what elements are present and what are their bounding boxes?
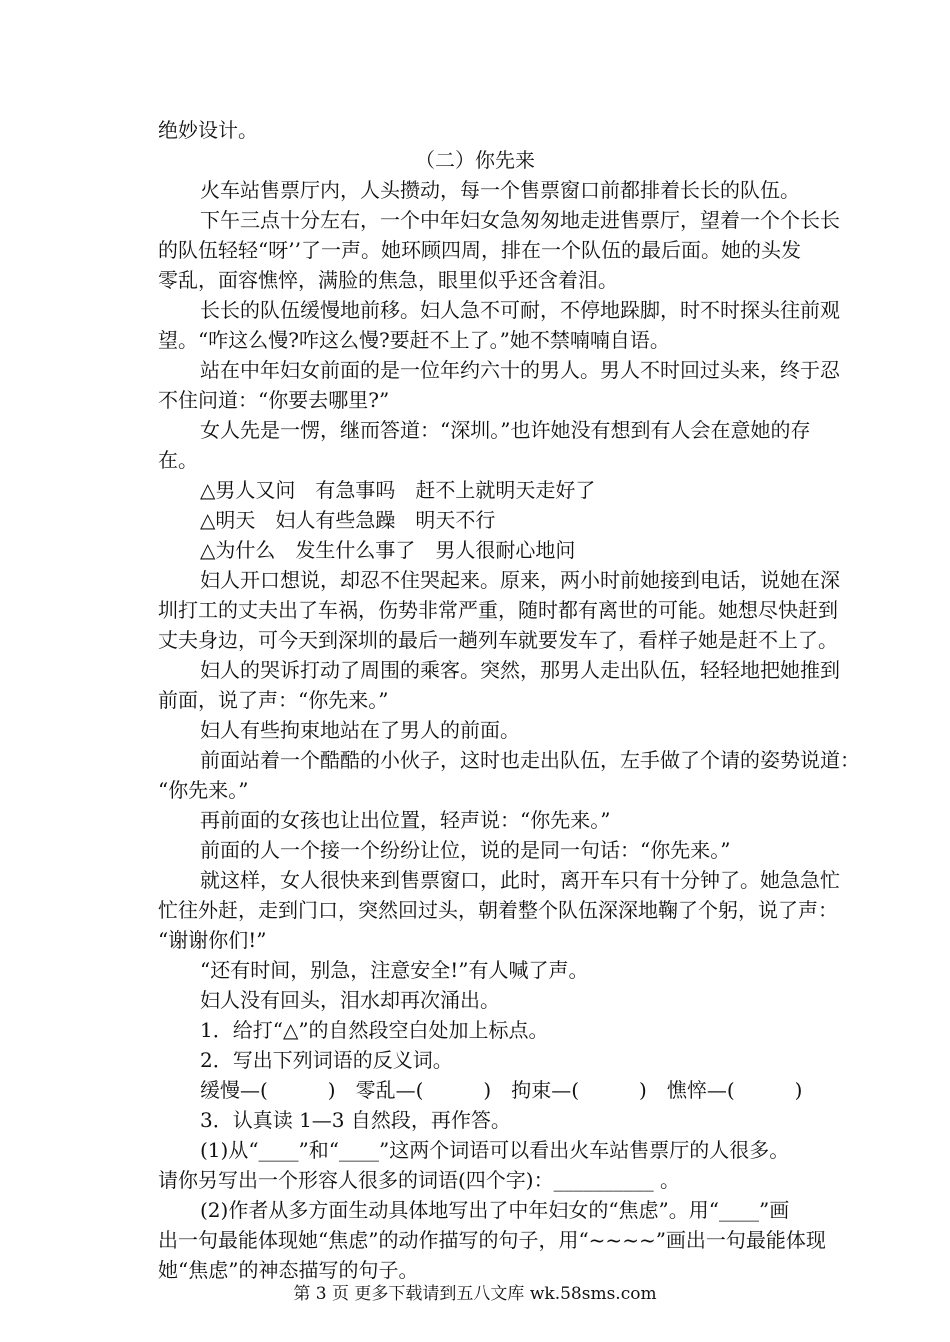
paragraph-line: 妇人有些拘束地站在了男人的前面。 — [200, 718, 520, 742]
paragraph-line: 的队伍轻轻“呀’’了一声。她环顾四周，排在一个队伍的最后面。她的头发 — [158, 238, 801, 262]
question-3-1: (1)从“____”和“____”这两个词语可以看出火车站售票厅的人很多。 — [200, 1138, 790, 1162]
question-3-2-cont: 出一句最能体现她“焦虑”的动作描写的句子，用“~~~~”画出一句最能体现 — [158, 1228, 826, 1252]
paragraph-line: 在。 — [158, 448, 198, 472]
paragraph-line: 站在中年妇女前面的是一位年约六十的男人。男人不时回过头来，终于忍 — [200, 358, 840, 382]
paragraph-line: 零乱，面容憔悴，满脸的焦急，眼里似乎还含着泪。 — [158, 268, 618, 292]
paragraph-line: 不住问道：“你要去哪里?” — [158, 388, 390, 412]
paragraph-line: 圳打工的丈夫出了车祸，伤势非常严重，随时都有离世的可能。她想尽快赶到 — [158, 598, 838, 622]
paragraph-line: “谢谢你们!” — [158, 928, 267, 952]
paragraph-line: 火车站售票厅内，人头攒动，每一个售票窗口前都排着长长的队伍。 — [200, 178, 800, 202]
paragraph-line: “你先来。” — [158, 778, 249, 802]
paragraph-line: 妇人没有回头，泪水却再次涌出。 — [200, 988, 500, 1012]
antonym-blanks: 缓慢—( ) 零乱—( ) 拘束—( ) 憔悴—( ) — [200, 1078, 803, 1102]
question-1: 1．给打“△”的自然段空白处加上标点。 — [200, 1018, 549, 1042]
triangle-paragraph: △男人又问 有急事吗 赶不上就明天走好了 — [200, 478, 596, 502]
paragraph-line: 下午三点十分左右，一个中年妇女急匆匆地走进售票厅，望着一个个长长 — [200, 208, 840, 232]
paragraph-line: 忙往外赶，走到门口，突然回过头，朝着整个队伍深深地鞠了个躬，说了声： — [158, 898, 838, 922]
paragraph-line: 女人先是一愣，继而答道：“深圳。”也许她没有想到有人会在意她的存 — [200, 418, 811, 442]
paragraph-line: 长长的队伍缓慢地前移。妇人急不可耐，不停地跺脚，时不时探头往前观 — [200, 298, 840, 322]
question-3-2: (2)作者从多方面生动具体地写出了中年妇女的“焦虑”。用“____”画 — [200, 1198, 790, 1222]
paragraph-line: 就这样，女人很快来到售票窗口，此时，离开车只有十分钟了。她急急忙 — [200, 868, 840, 892]
question-3: 3．认真读 1—3 自然段，再作答。 — [200, 1108, 511, 1132]
question-3-1-cont: 请你另写出一个形容人很多的词语(四个字)：__________ 。 — [158, 1168, 680, 1192]
paragraph-line: 绝妙设计。 — [158, 118, 258, 142]
page-footer: 第 3 页 更多下载请到五八文库 wk.58sms.com — [293, 1284, 657, 1304]
paragraph-line: “还有时间，别急，注意安全!”有人喊了声。 — [200, 958, 589, 982]
paragraph-line: 丈夫身边，可今天到深圳的最后一趟列车就要发车了，看样子她是赶不上了。 — [158, 628, 838, 652]
paragraph-line: 前面，说了声：“你先来。” — [158, 688, 389, 712]
paragraph-line: 妇人的哭诉打动了周围的乘客。突然，那男人走出队伍，轻轻地把她推到 — [200, 658, 840, 682]
paragraph-line: 望。“咋这么慢?咋这么慢?要赶不上了。”她不禁喃喃自语。 — [158, 328, 670, 352]
section-title: （二）你先来 — [415, 148, 535, 172]
triangle-paragraph: △为什么 发生什么事了 男人很耐心地问 — [200, 538, 576, 562]
paragraph-line: 妇人开口想说，却忍不住哭起来。原来，两小时前她接到电话，说她在深 — [200, 568, 840, 592]
triangle-paragraph: △明天 妇人有些急躁 明天不行 — [200, 508, 496, 532]
paragraph-line: 前面站着一个酷酷的小伙子，这时也走出队伍，左手做了个请的姿势说道： — [200, 748, 860, 772]
question-3-2-cont: 她“焦虑”的神态描写的句子。 — [158, 1258, 419, 1282]
question-2: 2．写出下列词语的反义词。 — [200, 1048, 453, 1072]
paragraph-line: 前面的人一个接一个纷纷让位，说的是同一句话：“你先来。” — [200, 838, 731, 862]
paragraph-line: 再前面的女孩也让出位置，轻声说：“你先来。” — [200, 808, 611, 832]
